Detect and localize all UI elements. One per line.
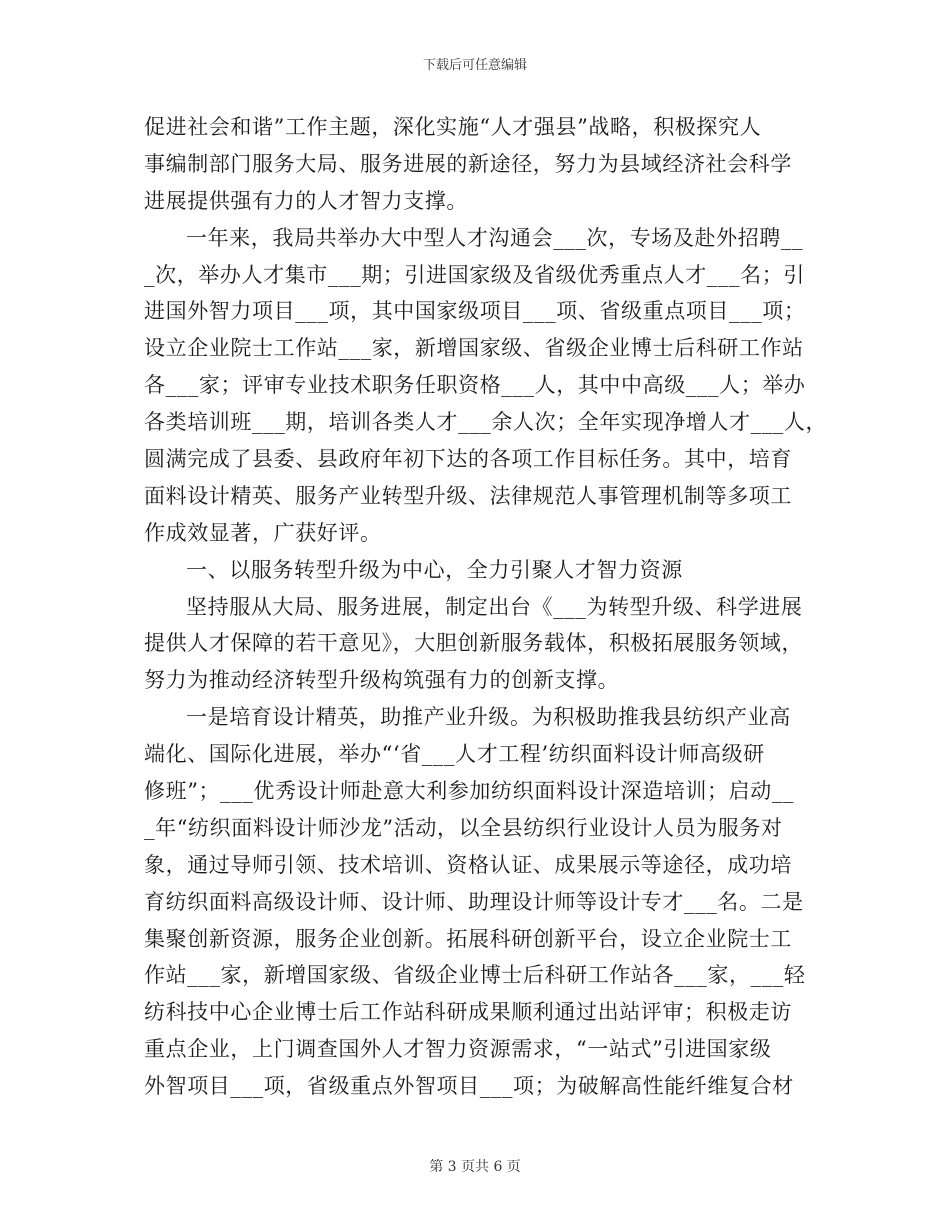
text-line: 面料设计精英、服务产业转型升级、法律规范人事管理机制等多项工 [144, 483, 792, 508]
text-line: 作站___家，新增国家级、省级企业博士后科研工作站各___家，___轻 [144, 963, 806, 988]
text-line: 进国外智力项目___项，其中国家级项目___项、省级重点项目___项； [144, 299, 806, 324]
text-line: 集聚创新资源，服务企业创新。拓展科研创新平台，设立企业院士工 [144, 926, 792, 951]
text-line: 事编制部门服务大局、服务进展的新途径，努力为县域经济社会科学 [144, 151, 792, 176]
text-line: 圆满完成了县委、县政府年初下达的各项工作目标任务。其中，培育 [144, 447, 792, 472]
text-line: _年“纺织面料设计师沙龙”活动，以全县纺织行业设计人员为服务对 [144, 815, 783, 840]
text-line: 重点企业，上门调查国外人才智力资源需求，“一站式”引进国家级 [144, 1037, 772, 1062]
text-line: 一年来，我局共举办大中型人才沟通会___次，专场及赴外招聘__ [186, 225, 804, 250]
document-body [144, 112, 828, 1108]
page-header: 下载后可任意编辑 [422, 58, 527, 73]
text-line: 各___家；评审专业技术职务任职资格___人，其中中高级___人；举办 [144, 373, 806, 398]
text-line: 进展提供强有力的人才智力支撑。 [144, 188, 468, 213]
text-line: 一、以服务转型升级为中心，全力引聚人才智力资源 [186, 557, 683, 582]
text-line: 努力为推动经济转型升级构筑强有力的创新支撑。 [144, 668, 620, 693]
text-line: 修班”；___优秀设计师赴意大利参加纺织面料设计深造培训；启动__ [144, 779, 795, 804]
text-line: 各类培训班___期，培训各类人才___余人次；全年实现净增人才___人， [144, 410, 828, 435]
text-line: 一是培育设计精英，助推产业升级。为积极助推我县纺织产业高 [186, 705, 791, 730]
text-line: 象，通过导师引领、技术培训、资格认证、成果展示等途径，成功培 [144, 852, 792, 877]
text-line: 端化、国际化进展，举办“‘省___人才工程’纺织面料设计师高级研 [144, 742, 765, 767]
text-line: 作成效显著，广获好评。 [144, 520, 382, 545]
text-line: 纺科技中心企业博士后工作站科研成果顺利通过出站评审；积极走访 [144, 1000, 792, 1025]
text-line: 提供人才保障的若干意见》，大胆创新服务载体，积极拓展服务领域， [144, 631, 804, 656]
page-number: 第 3 页共 6 页 [429, 1159, 521, 1175]
text-line: 育纺织面料高级设计师、设计师、助理设计师等设计专才___名。二是 [144, 889, 804, 914]
text-line: 促进社会和谐”工作主题，深化实施“人才强县”战略，积极探究人 [144, 115, 762, 139]
text-line: _次，举办人才集市___期；引进国家级及省级优秀重点人才___名；引 [144, 262, 805, 287]
text-line: 外智项目___项，省级重点外智项目___项；为破解高性能纤维复合材 [144, 1074, 794, 1099]
text-line: 坚持服从大局、服务进展，制定出台《___为转型升级、科学进展 [186, 594, 803, 619]
text-line: 设立企业院士工作站___家，新增国家级、省级企业博士后科研工作站 [144, 336, 804, 361]
